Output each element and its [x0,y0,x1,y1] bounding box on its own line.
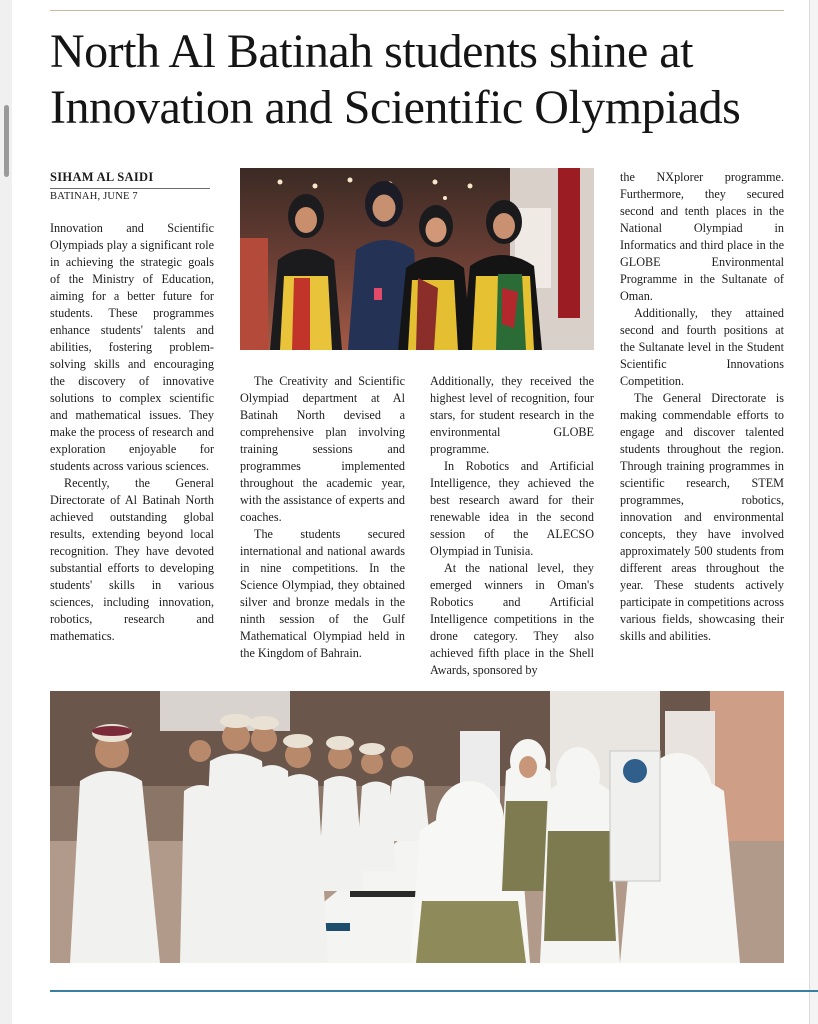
paragraph: Innovation and Scientific Olympiads play a significant role in achieving the strategic goals of the Ministry of Education, aiming for a better future for students. These programmes enhance students' talents and abilities, fostering problem-solving skills and encouraging the discovery of innovative solutions to complex scientific and mathematical issues. They make the process of research and exploration enjoyable for students across various sciences. [50,221,214,473]
page-edge-right [809,0,818,1024]
byline-rule [50,188,210,189]
paragraph: Additionally, they attained second and fourth positions at the Sultanate level in the Student Scientific Innovations Competition. [620,306,784,388]
bottom-rule [50,990,818,992]
author-name: SIHAM AL SAIDI [50,170,154,184]
paragraph: The Creativity and Scientific Olympiad department at Al Batinah North devised a comprehensive plan involving training sessions and programmes implemented throughout the academic year, with the assistance of experts and coaches. [240,374,405,524]
article-column-2 [240,373,405,662]
students-photo [240,168,594,350]
headline: North Al Batinah students shine at Innovation and Scientific Olympiads [50,25,741,134]
byline [50,170,220,202]
paragraph: the NXplorer programme. Furthermore, they secured second and tenth places in the National Olympiad in Informatics and third place in the GLOBE Environmental Programme in the Sultanate of Oman. [620,170,784,303]
paragraph: At the national level, they emerged winners in Oman's Robotics and Artificial Intelligence competitions in the drone category. They also achieved fifth place in the Shell Awards, sponsored by [430,561,594,677]
scrollbar-thumb[interactable] [4,105,9,177]
paragraph: Additionally, they received the highest level of recognition, four stars, for student research in the environmental GLOBE programme. [430,374,594,456]
dateline: BATINAH, JUNE 7 [50,191,138,202]
paragraph: The General Directorate is making commendable efforts to engage and discover talented students throughout the region. Through training programmes in scientific research, STEM programmes, robotics, innovation and environmental concepts, they have involved approximately 500 students from different areas throughout the year. These students actively participate in competitions across various fields, showcasing their skills and abilities. [620,391,784,643]
exhibition-photo [50,691,784,963]
article-column-3 [430,373,594,679]
paragraph: The students secured international and national awards in nine competitions. In the Science Olympiad, they obtained silver and bronze medals in the ninth session of the Gulf Mathematical Olympiad held in the Kingdom of Bahrain. [240,527,405,660]
paragraph: In Robotics and Artificial Intelligence, they achieved the best research award for their renewable idea in the second session of the ALECSO Olympiad in Tunisia. [430,459,594,558]
article-column-1 [50,220,214,645]
paragraph: Recently, the General Directorate of Al Batinah North achieved outstanding global results, extending beyond local recognition. They have devoted substantial efforts to developing students' skills in various sciences, including innovation, robotics, research and mathematics. [50,476,214,643]
article-column-4 [620,169,784,645]
top-rule [50,10,784,11]
